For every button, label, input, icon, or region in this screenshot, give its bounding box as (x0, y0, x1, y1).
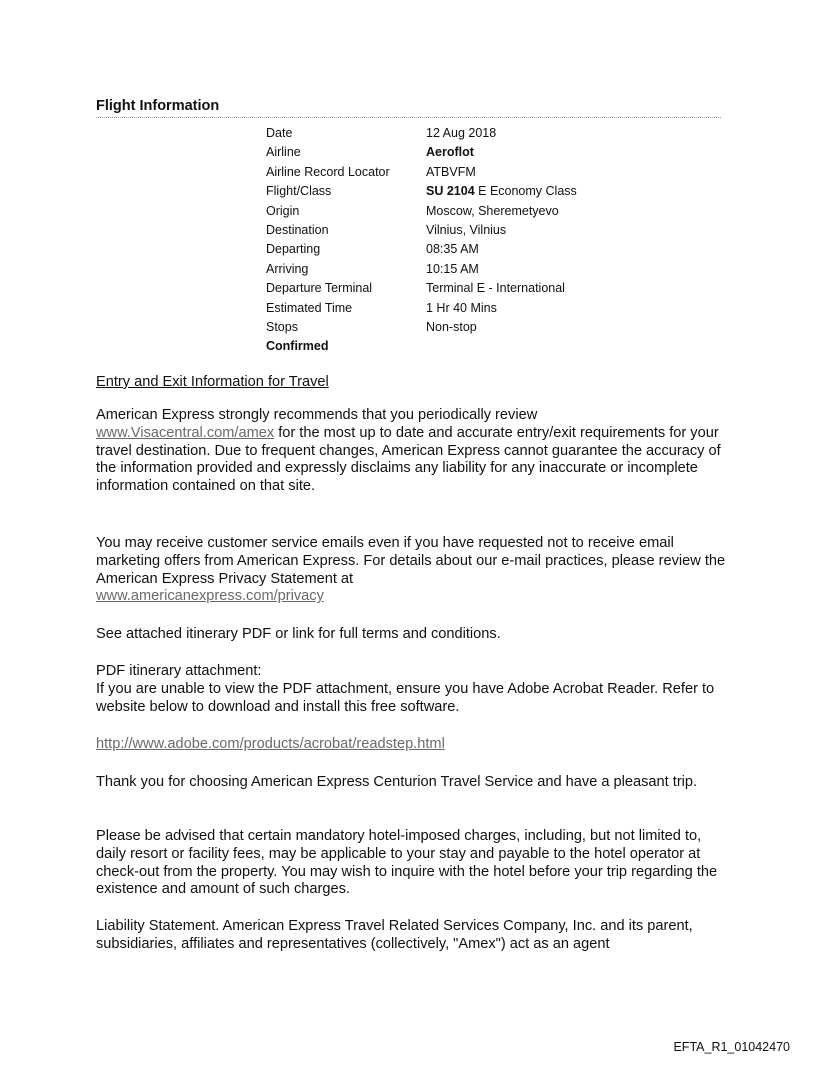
flight-row-date (266, 124, 686, 143)
liability-paragraph: Liability Statement. American Express Travel Related Services Company, Inc. and its parent, subsidiaries, affiliates and representatives (collectively, "Amex") act as an agent (96, 918, 693, 952)
flight-row-record-locator (266, 163, 686, 182)
row-label: Arriving (266, 261, 309, 276)
row-value: 12 Aug 2018 (426, 126, 497, 140)
row-value: Aeroflot (426, 145, 474, 160)
flight-row-departure-terminal (266, 279, 686, 298)
row-label: Flight/Class (266, 184, 332, 199)
flight-class: E Economy Class (474, 184, 577, 199)
row-value: Vilnius, Vilnius (426, 223, 507, 238)
hotel-charges-paragraph: Please be advised that certain mandatory hotel-imposed charges, including, but not limited to, daily resort or facility fees, may be applicable to your stay and payable to the hotel operator at check-out from the property. You may wish to inquire with the hotel before your trip regarding the existence and amount of such charges. (96, 828, 718, 898)
entry-exit-text: American Express strongly recommends that you periodically review (96, 407, 538, 423)
row-value: 1 Hr 40 Mins (426, 300, 497, 315)
booking-status: Confirmed (266, 339, 329, 354)
row-value: Non-stop (426, 320, 477, 335)
flight-number: SU 2104 (426, 184, 475, 199)
flight-details-table (266, 124, 686, 357)
flight-row-origin (266, 202, 686, 221)
flight-row-stops (266, 318, 686, 337)
document-id: EFTA_R1_01042470 (673, 1040, 790, 1054)
flight-row-flight-class (266, 182, 686, 201)
pdf-paragraph (96, 663, 726, 716)
adobe-reader-link[interactable]: http://www.adobe.com/products/acrobat/readstep.html (96, 736, 445, 752)
row-label: Airline Record Locator (266, 164, 390, 179)
row-value (426, 182, 686, 201)
privacy-text: You may receive customer service emails even if you have requested not to receive email marketing offers from American Express. For details about our e-mail practices, please review the American Express Privacy Statement at (96, 535, 726, 587)
row-label: Airline (266, 145, 301, 160)
row-value: Terminal E - International (426, 281, 565, 296)
flight-row-airline (266, 143, 686, 162)
row-label: Destination (266, 223, 329, 238)
row-value: ATBVFM (426, 164, 476, 179)
pdf-text: If you are unable to view the PDF attachment, ensure you have Adobe Acrobat Reader. Refer to website below to download and install this free software. (96, 680, 715, 715)
row-label: Departing (266, 242, 321, 257)
row-label: Date (266, 126, 293, 140)
row-value: Moscow, Sheremetyevo (426, 203, 559, 218)
adobe-link-paragraph (96, 736, 726, 754)
row-label: Departure Terminal (266, 281, 373, 296)
attached-itinerary-note: See attached itinerary PDF or link for full terms and conditions. (96, 626, 501, 642)
privacy-link[interactable]: www.americanexpress.com/privacy (96, 588, 324, 605)
row-value: 10:15 AM (426, 261, 479, 276)
row-label: Origin (266, 203, 300, 218)
flight-row-departing (266, 240, 686, 259)
entry-exit-heading: Entry and Exit Information for Travel (96, 374, 329, 390)
flight-information-heading: Flight Information (96, 97, 721, 118)
entry-exit-text-continued: for the most up to date and accurate entry/exit requirements for your travel destination. Due to frequent changes, American Express cannot guarantee the accuracy of the information provided and expressly disclaims any liability for any inaccurate or incomplete information contained on that site. (96, 424, 721, 495)
row-label: Estimated Time (266, 300, 353, 315)
flight-row-arriving (266, 260, 686, 279)
flight-row-destination (266, 221, 686, 240)
flight-row-estimated-time (266, 299, 686, 318)
flight-row-status (266, 337, 686, 356)
thank-you-paragraph: Thank you for choosing American Express Centurion Travel Service and have a pleasant trip. (96, 774, 698, 790)
row-value: 08:35 AM (426, 242, 479, 257)
entry-exit-paragraph (96, 407, 726, 496)
privacy-paragraph (96, 535, 726, 606)
visacentral-link[interactable]: www.Visacentral.com/amex (96, 424, 275, 441)
pdf-heading: PDF itinerary attachment: (96, 663, 262, 679)
row-label: Stops (266, 320, 298, 335)
